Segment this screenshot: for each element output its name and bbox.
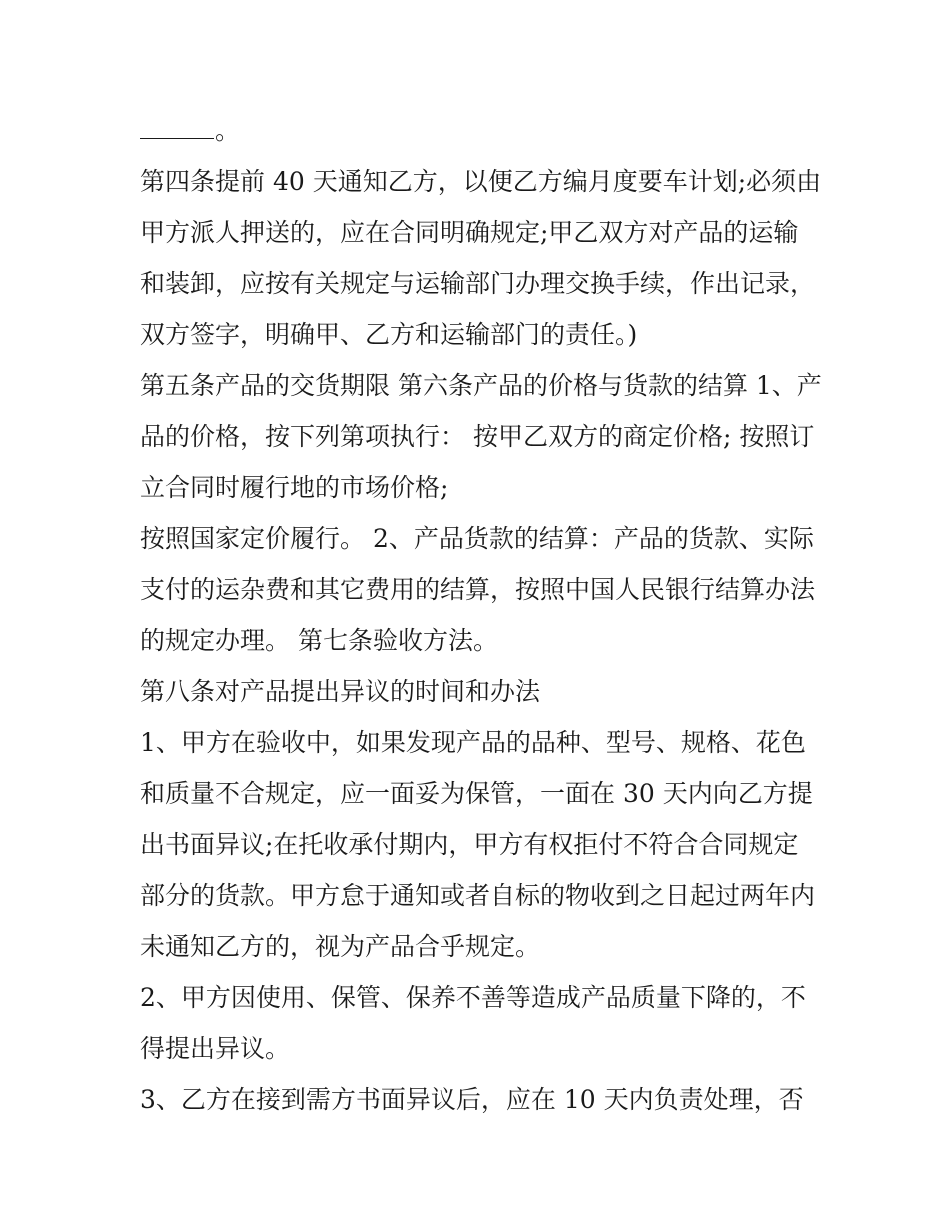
paragraph: [140, 156, 822, 360]
paragraph: [140, 360, 822, 513]
fill-in-blank-row: [140, 105, 815, 156]
text-line: 品的价格，按下列第项执行： 按甲乙双方的商定价格; 按照订: [140, 422, 815, 451]
text-line: 甲方派人押送的，应在合同明确规定;甲乙双方对产品的运输: [140, 218, 799, 247]
fill-in-blank-underline: [140, 138, 214, 139]
blank-suffix: 。: [215, 116, 241, 145]
text-line: 和质量不合规定，应一面妥为保管，一面在 30 天内向乙方提: [140, 779, 813, 808]
text-line: 1、甲方在验收中，如果发现产品的品种、型号、规格、花色: [140, 728, 806, 757]
paragraph: [140, 972, 815, 1074]
paragraph: [140, 1074, 815, 1125]
text-line: 的规定办理。 第七条验收方法。: [140, 626, 498, 655]
text-line: 第四条提前 40 天通知乙方，以便乙方编月度要车计划;必须由: [140, 167, 822, 196]
paragraph-list: [140, 156, 822, 1125]
paragraph: [140, 513, 815, 666]
text-line: 双方签字，明确甲、乙方和运输部门的责任。): [140, 320, 638, 349]
text-line: 第八条对产品提出异议的时间和办法: [140, 677, 541, 706]
text-line: 得提出异议。: [140, 1034, 291, 1063]
text-line: 未通知乙方的，视为产品合乎规定。: [140, 932, 541, 961]
text-line: 3、乙方在接到需方书面异议后，应在 10 天内负责处理，否: [140, 1085, 804, 1114]
text-line: 部分的货款。甲方怠于通知或者自标的物收到之日起过两年内: [140, 881, 816, 910]
text-line: 立合同时履行地的市场价格;: [140, 473, 449, 502]
text-line: 2、甲方因使用、保管、保养不善等造成产品质量下降的，不: [140, 983, 806, 1012]
document-body: [140, 105, 822, 1125]
paragraph: [140, 717, 815, 972]
text-line: 按照国家定价履行。 2、产品货款的结算：产品的货款、实际: [140, 524, 814, 553]
text-line: 第五条产品的交货期限 第六条产品的价格与货款的结算 1、产: [140, 371, 822, 400]
text-line: 和装卸，应按有关规定与运输部门办理交换手续，作出记录，: [140, 269, 816, 298]
paragraph: [140, 666, 815, 717]
text-line: 支付的运杂费和其它费用的结算，按照中国人民银行结算办法: [140, 575, 816, 604]
text-line: 出书面异议;在托收承付期内，甲方有权拒付不符合合同规定: [140, 830, 799, 859]
